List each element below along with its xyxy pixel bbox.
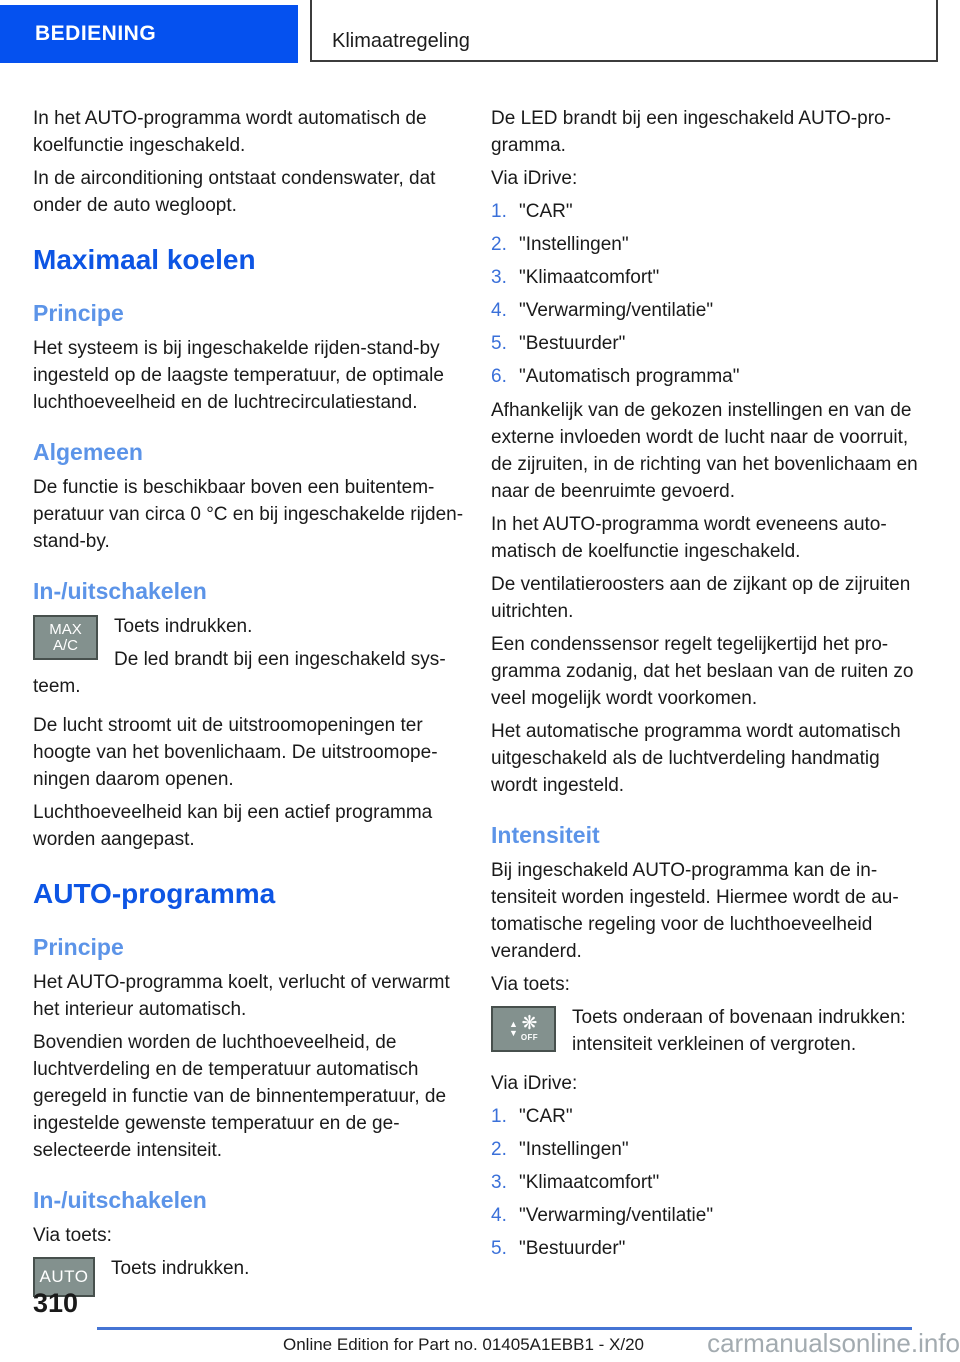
intensity-button-icon (491, 1006, 556, 1052)
step-number: 2. (491, 234, 507, 255)
idrive-steps-list-2 (491, 1104, 927, 1262)
edition-note: Online Edition for Part no. 01405A1EBB1 - X/20 (283, 1335, 645, 1354)
step-number: 1. (491, 1106, 507, 1127)
fan-icon: ❋ (521, 1013, 538, 1034)
list-item (491, 265, 927, 291)
step-number: 5. (491, 333, 507, 354)
paragraph: Het AUTO-programma koelt, verlucht of verwarmt het interieur automatisch. (33, 972, 450, 1020)
paragraph: Het automatische programma wordt automatisch uitgeschakeld als de luchtverdeling handmatig wordt ingesteld. (491, 721, 901, 796)
header-chapter-title: Klimaatregeling (332, 30, 470, 52)
paragraph: Bovendien worden de luchthoeveelheid, de luchtverdeling en de temperatuur automatisch geregeld in functie van de binnentemperatuur, de ingestelde gewenste temperatuur en de geselecteerde intensiteit. (33, 1032, 447, 1161)
list-item (491, 298, 927, 324)
page-number: 310 (33, 1288, 79, 1318)
step-label: "CAR" (519, 1106, 573, 1127)
ac-label: A/C (52, 636, 78, 654)
paragraph: De LED brandt bij een ingeschakeld AUTO-programma. (491, 108, 891, 156)
step-number: 5. (491, 1238, 507, 1259)
paragraph: Toets indrukken. (111, 1258, 250, 1279)
paragraph: Een condenssensor regelt tegelijkertijd het programma zodanig, dat het beslaan van de ruiten zo veel mogelijk wordt voorkomen. (491, 634, 914, 709)
off-label: OFF (520, 1033, 539, 1042)
subheading-in-uitschakelen-2: In-/uitschakelen (33, 1187, 207, 1213)
subheading-algemeen: Algemeen (33, 439, 143, 465)
auto-key-label: AUTO (39, 1267, 89, 1286)
paragraph: Via toets: (491, 974, 570, 995)
paragraph: Het systeem is bij ingeschakelde rijden-stand-by ingesteld op de laagste temperatuur, de optimale luchthoeveelheid en de luchtrecirculatiestand. (33, 338, 444, 413)
list-item (491, 1104, 927, 1130)
paragraph: Afhankelijk van de gekozen instellingen en van de externe invloeden wordt de lucht naar de voorruit, de zijruiten, in de richting van het bovenlichaam en naar de beenruimte gevoerd. (491, 400, 918, 502)
step-number: 3. (491, 267, 507, 288)
fan-off-group (521, 1015, 538, 1043)
paragraph: Toets onderaan of bovenaan indrukken: intensiteit verkleinen of vergroten. (572, 1007, 906, 1055)
step-label: "Klimaatcomfort" (519, 1172, 660, 1193)
right-column (491, 105, 927, 1309)
paragraph: De functie is beschikbaar boven een buitentemperatuur van circa 0 °C en bij ingeschakelde rijden-stand-by. (33, 477, 464, 552)
step-number: 4. (491, 1205, 507, 1226)
paragraph: Bij ingeschakeld AUTO-programma kan de intensiteit worden ingesteld. Hiermee wordt de automatische regeling voor de luchthoeveelheid veranderd. (491, 860, 899, 962)
header-section-label: BEDIENING (35, 22, 157, 45)
max-ac-button-icon (33, 615, 98, 660)
list-item (491, 1203, 927, 1229)
paragraph: De ventilatieroosters aan de zijkant op de zijruiten uitrichten. (491, 574, 911, 622)
list-item (491, 199, 927, 225)
step-label: "Klimaatcomfort" (519, 267, 660, 288)
step-number: 3. (491, 1172, 507, 1193)
step-number: 6. (491, 366, 507, 387)
arrow-up-icon: ▲ (508, 1019, 518, 1029)
section-heading-maximaal-koelen: Maximaal koelen (33, 244, 256, 275)
list-item (491, 1170, 927, 1196)
list-item (491, 1236, 927, 1262)
header-chapter-box (310, 0, 938, 62)
step-label: "Verwarming/ventilatie" (519, 1205, 714, 1226)
step-number: 4. (491, 300, 507, 321)
paragraph: In het AUTO-programma wordt eveneens automatisch de koelfunctie ingeschakeld. (491, 514, 887, 562)
list-item (491, 232, 927, 258)
max-label: MAX (49, 620, 82, 638)
header-section-tab (0, 5, 298, 63)
step-label: "Bestuurder" (519, 333, 626, 354)
step-label: "CAR" (519, 201, 573, 222)
paragraph: In het AUTO-programma wordt automatisch de koelfunctie ingeschakeld. (33, 108, 427, 156)
paragraph: Toets indrukken. (114, 616, 253, 637)
left-column (33, 105, 469, 1309)
paragraph: De led brandt bij een ingeschakeld systeem. (33, 649, 446, 697)
list-item (491, 1137, 927, 1163)
paragraph: Via iDrive: (491, 1073, 578, 1094)
subheading-principe-2: Principe (33, 934, 124, 960)
max-ac-key-block (33, 613, 469, 706)
intensity-arrows (509, 1020, 518, 1038)
paragraph: De lucht stroomt uit de uitstroomopeningen ter hoogte van het bovenlichaam. De uitstroomopeningen daarom openen. (33, 715, 438, 790)
intensity-key-block (491, 1004, 927, 1064)
step-label: "Instellingen" (519, 234, 629, 255)
subheading-in-uitschakelen: In-/uitschakelen (33, 578, 207, 604)
arrow-down-icon: ▼ (508, 1028, 518, 1038)
paragraph: Luchthoeveelheid kan bij een actief programma worden aangepast. (33, 802, 433, 850)
paragraph: Via iDrive: (491, 168, 578, 189)
step-label: "Instellingen" (519, 1139, 629, 1160)
max-ac-key-label (49, 622, 82, 654)
auto-key-block (33, 1255, 469, 1303)
list-item (491, 331, 927, 357)
step-label: "Verwarming/ventilatie" (519, 300, 714, 321)
list-item (491, 364, 927, 390)
subheading-intensiteit: Intensiteit (491, 822, 600, 848)
step-label: "Automatisch programma" (519, 366, 740, 387)
section-heading-auto-programma: AUTO-programma (33, 878, 276, 909)
step-number: 1. (491, 201, 507, 222)
idrive-steps-list-1 (491, 199, 927, 390)
step-number: 2. (491, 1139, 507, 1160)
page-content (33, 105, 927, 1309)
step-label: "Bestuurder" (519, 1238, 626, 1259)
paragraph: Via toets: (33, 1225, 112, 1246)
watermark-text: carmanualsonline.info (707, 1328, 960, 1358)
subheading-principe: Principe (33, 300, 124, 326)
paragraph: In de airconditioning ontstaat condenswater, dat onder de auto wegloopt. (33, 168, 436, 216)
